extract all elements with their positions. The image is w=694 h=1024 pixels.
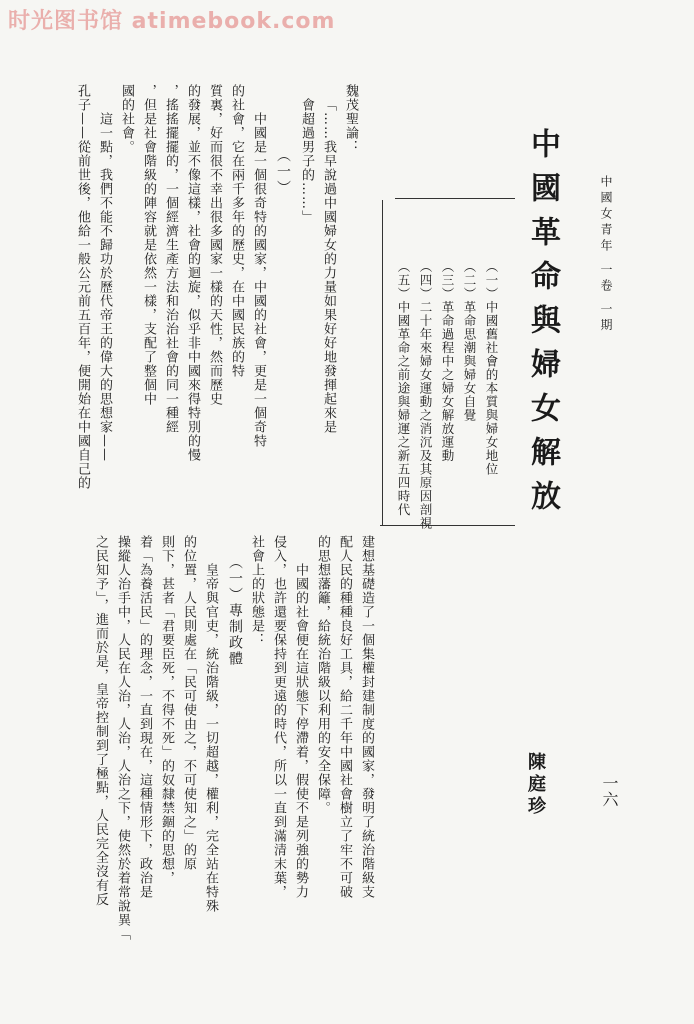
article-title: 中國革命與婦女解放 — [525, 128, 560, 524]
body-line: 孔子——從前世後，他給一般公元前五百年，便開始在中國自己的 — [75, 84, 90, 490]
toc-bottom-rule — [380, 525, 515, 526]
toc-item: （一）中國舊社會的本質與婦女地位 — [484, 260, 499, 476]
subsection-heading: （一）專制政體 — [227, 555, 243, 667]
body-line: 這一點，我們不能不歸功於歷代帝王的偉大的思想家—— — [97, 84, 112, 462]
page-number: 一六 — [600, 775, 619, 807]
body-line: ，但是社會階級的陣容就是依然一樣，支配了整個中 — [141, 84, 156, 406]
body-line: 中國的社會便在這狀態下停滯着，假使不是列強的勢力 — [293, 535, 308, 899]
toc-left-rule — [382, 200, 383, 525]
toc-item: （四）二十年來婦女運動之消沉及其原因剖視 — [418, 260, 433, 530]
body-line: 操縱人治手中，人民在人治，人治，人治之下，使然於着常說異「 — [115, 535, 130, 941]
toc-item: （五）中國革命之前途與婦運之新五四時代 — [396, 260, 411, 517]
section-heading: （一） — [275, 148, 291, 196]
author: 陳庭珍 — [525, 752, 546, 818]
body-line: 着「為養活民」的理念，一直到現在，這種情形下，政治是 — [137, 535, 152, 899]
body-line: 的位置，人民則處在「民可使由之，不可使知之」的原 — [181, 535, 196, 871]
body-line: 的思想藩籬，給統治階級以利用的安全保障。 — [315, 535, 330, 815]
quote-label: 魏茂聖論： — [343, 84, 358, 154]
quote-line: 「……我早說過中國婦女的力量如果好好地發揮起來是 — [321, 98, 336, 434]
body-line: 則下，甚者「君要臣死，不得不死」的奴隸禁錮的思想， — [159, 535, 174, 885]
body-line: 皇帝與官吏，統治階級，一切超越，權利，完全站在特殊 — [203, 535, 218, 913]
body-line: 國的社會。 — [119, 84, 134, 154]
toc-item: （三）革命過程中之婦女解放運動 — [440, 260, 455, 463]
body-line: 建想基礎造了一個集權封建制度的國家，發明了統治階級支 — [359, 535, 374, 899]
body-line: 中國是一個很奇特的國家，中國的社會，更是一個奇特 — [251, 84, 266, 448]
body-line: 的社會，它在兩千多年的歷史，在中國民族的特 — [229, 84, 244, 378]
body-line: 配人民的種種良好工具，給二千年中國社會樹立了牢不可破 — [337, 535, 352, 899]
body-line: 社會上的狀態是： — [249, 535, 264, 647]
toc-top-rule — [395, 198, 515, 199]
body-line: 的發展，並不像這樣，社會的迴旋，似乎非中國來得特別的慢 — [185, 84, 200, 462]
toc-item: （二）革命思潮與婦女自覺 — [462, 260, 477, 422]
body-line: ，搖搖擺擺的，一個經濟生產方法和治治社會的同一種經 — [163, 84, 178, 434]
body-line: 侵入，也許還要保持到更遠的時代，所以一直到滿清末葉， — [271, 535, 286, 899]
body-line: 質裏，好而很不幸出很多國家一樣的天性，然而歷史 — [207, 84, 222, 406]
quote-line: 會超過男子的……」 — [299, 98, 314, 224]
running-head: 中國女青年 一卷 一期 — [599, 175, 613, 335]
body-line: 之民知予」，進而於是，皇帝控制到了極點，人民完全沒有反 — [93, 535, 108, 907]
watermark: 时光图书馆 atimebook.com — [8, 9, 336, 34]
